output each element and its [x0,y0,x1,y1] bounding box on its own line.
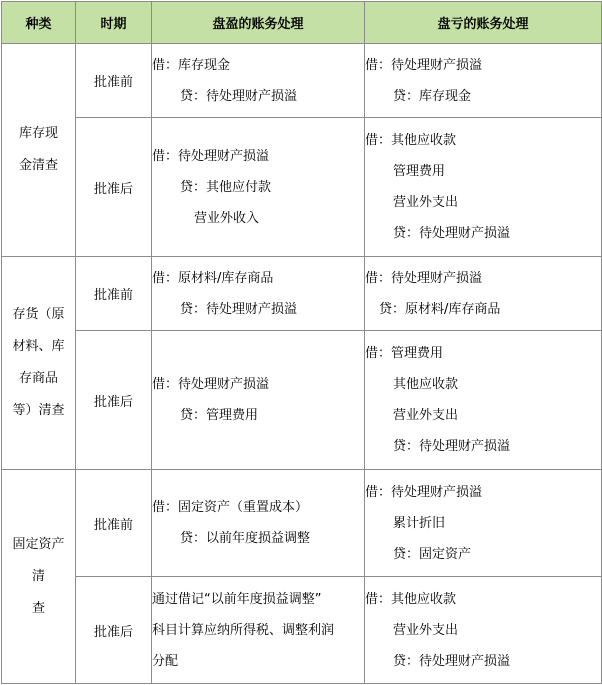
header-period: 时期 [76,2,152,44]
entry-line: 贷：原材料/库存商品 [379,301,501,317]
entry-line: 借：原材料/库存商品 [152,270,274,286]
entry-line: 贷：待处理财产损溢 [180,301,298,317]
entry-line: 借：管理费用 [365,346,444,361]
category-cell [2,470,76,684]
entry-line: 贷：其他应付款 [180,179,272,195]
table-row [2,257,602,331]
entry-line: 其他应收款 [393,377,459,392]
deficit-entry [365,577,602,684]
entry-line: 借：待处理财产损溢 [365,57,483,73]
category-line: 固定资产清 [12,536,65,584]
entry-line: 管理费用 [393,164,446,179]
surplus-entry [152,331,365,470]
entry-line: 贷：库存现金 [393,88,472,104]
deficit-entry [365,118,602,257]
period-cell: 批准后 [76,118,152,257]
entry-line: 贷：待处理财产损溢 [180,88,298,104]
surplus-entry [152,44,365,118]
entry-line: 贷：待处理财产损溢 [393,226,511,241]
entry-line: 借：待处理财产损溢 [365,270,483,286]
category-line: 存货（原 [12,307,65,322]
deficit-entry [365,44,602,118]
period-cell: 批准前 [76,257,152,331]
header-row [2,2,602,44]
entry-line: 累计折旧 [393,515,446,531]
entry-line: 借：库存现金 [152,57,231,73]
deficit-entry [365,470,602,577]
period-cell: 批准后 [76,331,152,470]
entry-line: 贷：待处理财产损溢 [393,653,511,669]
entry-line: 借：其他应收款 [365,591,457,607]
entry-line: 借：待处理财产损溢 [152,377,270,392]
period-cell: 批准前 [76,470,152,577]
entry-line: 营业外支出 [393,408,459,423]
entry-line: 贷：管理费用 [180,408,259,423]
category-line: 库存现 [18,126,58,141]
header-category: 种类 [2,2,76,44]
category-line: 存商品 [18,371,58,386]
entry-line: 借：固定资产（重置成本） [152,500,309,515]
category-line: 材料、库 [12,339,65,354]
surplus-entry [152,470,365,577]
deficit-entry [365,331,602,470]
table-row [2,331,602,470]
table-row [2,470,602,577]
entry-line: 贷：待处理财产损溢 [393,439,511,454]
entry-line: 通过借记“以前年度损益调整” [152,591,322,607]
entry-line: 贷：以前年度损益调整 [180,531,311,546]
table-row [2,577,602,684]
surplus-entry [152,257,365,331]
period-cell: 批准前 [76,44,152,118]
header-surplus: 盘盈的账务处理 [152,2,365,44]
category-cell [2,257,76,470]
entry-line: 借：其他应收款 [365,133,457,148]
category-line: 金清查 [18,158,58,173]
surplus-entry [152,577,365,684]
header-deficit: 盘亏的账务处理 [365,2,602,44]
category-line: 等）清查 [12,403,65,418]
entry-line: 借：待处理财产损溢 [152,148,270,164]
entry-line: 科目计算应纳所得税、调整利润 [152,622,335,638]
entry-line: 借：待处理财产损溢 [365,484,483,500]
surplus-entry [152,118,365,257]
entry-line: 营业外支出 [393,195,459,210]
table-row [2,118,602,257]
entry-line: 贷：固定资产 [393,546,472,562]
period-cell: 批准后 [76,577,152,684]
accounting-table [1,1,602,684]
category-line: 查 [31,600,45,616]
entry-line: 分配 [152,653,179,669]
deficit-entry [365,257,602,331]
entry-line: 营业外支出 [393,622,459,638]
table-row [2,44,602,118]
entry-line: 营业外收入 [194,210,260,226]
category-cell [2,44,76,257]
